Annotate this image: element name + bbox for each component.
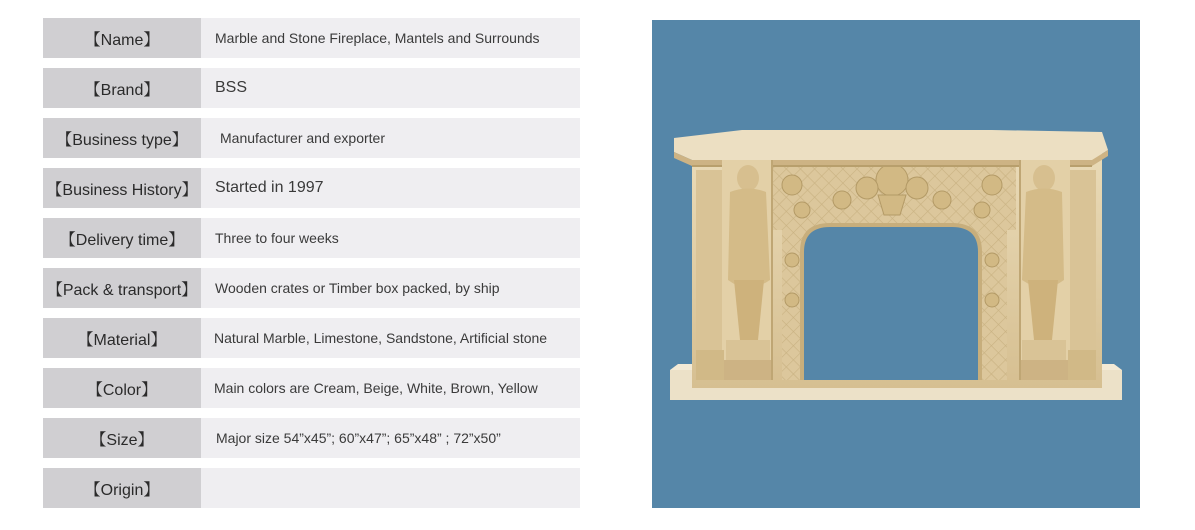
spec-value: Marble and Stone Fireplace, Mantels and Surrounds — [201, 18, 580, 58]
spec-label: 【Origin】 — [43, 468, 201, 508]
spec-value: Natural Marble, Limestone, Sandstone, Artificial stone — [201, 318, 580, 358]
spec-row-name — [43, 18, 580, 58]
spec-label: 【Delivery time】 — [43, 218, 201, 258]
spec-row-origin — [43, 468, 580, 508]
spec-label: 【Material】 — [43, 318, 201, 358]
spec-row-brand — [43, 68, 580, 108]
spec-label: 【Brand】 — [43, 68, 201, 108]
spec-value: BSS — [201, 68, 580, 108]
spec-row-pack-transport — [43, 268, 580, 308]
spec-row-business-type — [43, 118, 580, 158]
spec-label: 【Pack & transport】 — [43, 268, 201, 308]
mantel-shelf — [674, 130, 1108, 160]
spec-value: Three to four weeks — [201, 218, 580, 258]
fireplace-photo — [652, 20, 1140, 508]
firebox-opening — [802, 225, 980, 380]
fireplace-illustration — [652, 20, 1140, 508]
spec-row-delivery-time — [43, 218, 580, 258]
spec-value: Started in 1997 — [201, 168, 580, 208]
left-caryatid — [696, 160, 772, 380]
spec-row-color — [43, 368, 580, 408]
spec-row-size — [43, 418, 580, 458]
spec-value: Manufacturer and exporter — [201, 118, 580, 158]
spec-label: 【Name】 — [43, 18, 201, 58]
spec-label: 【Size】 — [43, 418, 201, 458]
spec-label: 【Business type】 — [43, 118, 201, 158]
spec-value: Wooden crates or Timber box packed, by ship — [201, 268, 580, 308]
spec-value: Main colors are Cream, Beige, White, Brown, Yellow — [201, 368, 580, 408]
right-caryatid — [1020, 160, 1096, 380]
spec-label: 【Business History】 — [43, 168, 201, 208]
spec-row-material — [43, 318, 580, 358]
spec-value — [201, 468, 580, 508]
spec-value: Major size 54”x45”; 60”x47”; 65”x48” ; 72”x50” — [201, 418, 580, 458]
spec-label: 【Color】 — [43, 368, 201, 408]
spec-table — [43, 18, 580, 518]
spec-row-business-history — [43, 168, 580, 208]
